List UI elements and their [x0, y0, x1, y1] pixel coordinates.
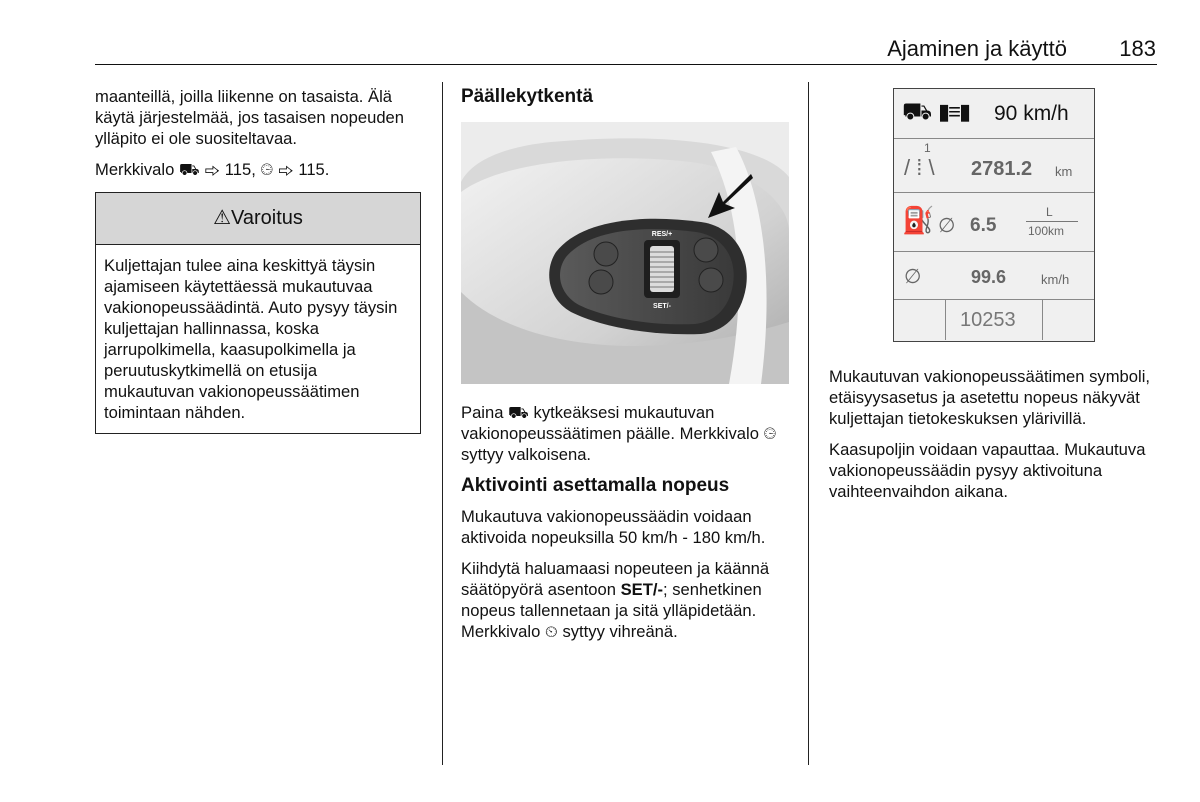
paragraph: Paina ⛟ kytkeäksesi mukautuvan vakionopeussäätimen päälle. Merkkivalo ⏲ syttyy valkoisena.: [461, 403, 777, 464]
fuel-unit-bottom: 100km: [1028, 224, 1065, 238]
warning-box: [95, 192, 421, 434]
paragraph: Mukautuva vakionopeussäädin voidaan aktivoida nopeuksilla 50 km/h - 180 km/h.: [461, 507, 766, 547]
heading-switch-on: Päällekytkentä: [461, 86, 594, 107]
paragraph-indicator: Merkkivalo ⛟ ⇨ 115, ⏲ ⇨ 115.: [95, 160, 330, 179]
paragraph: Mukautuvan vakionopeussäätimen symboli, etäisyysasetus ja asetettu nopeus näkyvät kuljettajan tietokeskuksen ylärivillä.: [829, 367, 1150, 428]
road-icon: / ⁞ \: [904, 155, 935, 180]
distance-bars-icon: ▮≡▮: [938, 99, 970, 124]
column-divider-right: [808, 82, 809, 765]
average-speed-icon: ∅: [904, 266, 922, 288]
page-header: [0, 36, 1200, 60]
instrument-cluster-display: [893, 88, 1095, 342]
heading-activation: Aktivointi asettamalla nopeus: [461, 475, 730, 496]
set-label: SET/-: [653, 303, 671, 310]
cluster-row-odometer: [894, 300, 1094, 340]
cluster-row-trip: [894, 139, 1094, 193]
warning-text: Kuljettajan tulee aina keskittyä täysin ajamiseen käytettäessä mukautuvaa vakionopeussäädintä. Auto pysyy täysin kuljettajan hallinnassa, koska jarrupolkimella, kaasupolkimella ja peruutuskytkimellä on etusija mukautuvan vakionopeussäätimen toimintaan nähden.: [104, 256, 398, 422]
average-speed-unit: km/h: [1041, 272, 1070, 287]
column-1: [95, 86, 425, 434]
cluster-row-speed: [894, 89, 1094, 139]
trip-value: 2781.2: [971, 158, 1033, 180]
chapter-title: Ajaminen ja käyttö: [887, 36, 1067, 61]
cluster-row-fuel: [894, 193, 1094, 252]
fuel-unit-top: L: [1046, 205, 1053, 219]
trip-index: 1: [924, 141, 931, 155]
paragraph-set: Kiihdytä haluamaasi nopeuteen ja käännä säätöpyörä asentoon SET/-; senhetkinen nopeus tallennetaan ja sitä ylläpidetään. Merkkivalo ⏲ syttyy vihreänä.: [461, 559, 770, 641]
average-speed-value: 99.6: [971, 267, 1007, 287]
average-icon: ∅: [938, 215, 956, 237]
res-label: RES/+: [651, 231, 673, 238]
steering-wheel-illustration: [461, 122, 789, 384]
steering-wheel-figure: [461, 122, 789, 384]
paragraph: maanteillä, joilla liikenne on tasaista. Älä käytä järjestelmää, jos tasaisen nopeuden ylläpito ei ole suositeltavaa.: [95, 87, 405, 148]
paragraph: Kaasupoljin voidaan vapauttaa. Mukautuva vakionopeussäädin pysyy aktivoituna vaihteenvaihdon aikana.: [829, 440, 1146, 501]
fuel-value: 6.5: [970, 215, 997, 236]
warning-title: ⚠Varoitus: [96, 193, 420, 245]
fraction-line: [1026, 221, 1078, 222]
column-2: [461, 86, 796, 117]
header-rule: [95, 64, 1157, 65]
fuel-pump-icon: ⛽: [902, 205, 935, 235]
column-divider-left: [442, 82, 443, 765]
page-number: 183: [1119, 36, 1156, 61]
cruise-control-car-icon: ⛟: [902, 98, 933, 125]
odometer-value: 10253: [960, 309, 1016, 331]
set-keyword: SET/-: [620, 580, 664, 599]
set-speed: 90 km/h: [994, 102, 1069, 125]
column-2-text: [461, 402, 796, 652]
column-3: [829, 366, 1159, 512]
trip-unit: km: [1055, 164, 1073, 179]
cluster-row-average-speed: [894, 252, 1094, 300]
